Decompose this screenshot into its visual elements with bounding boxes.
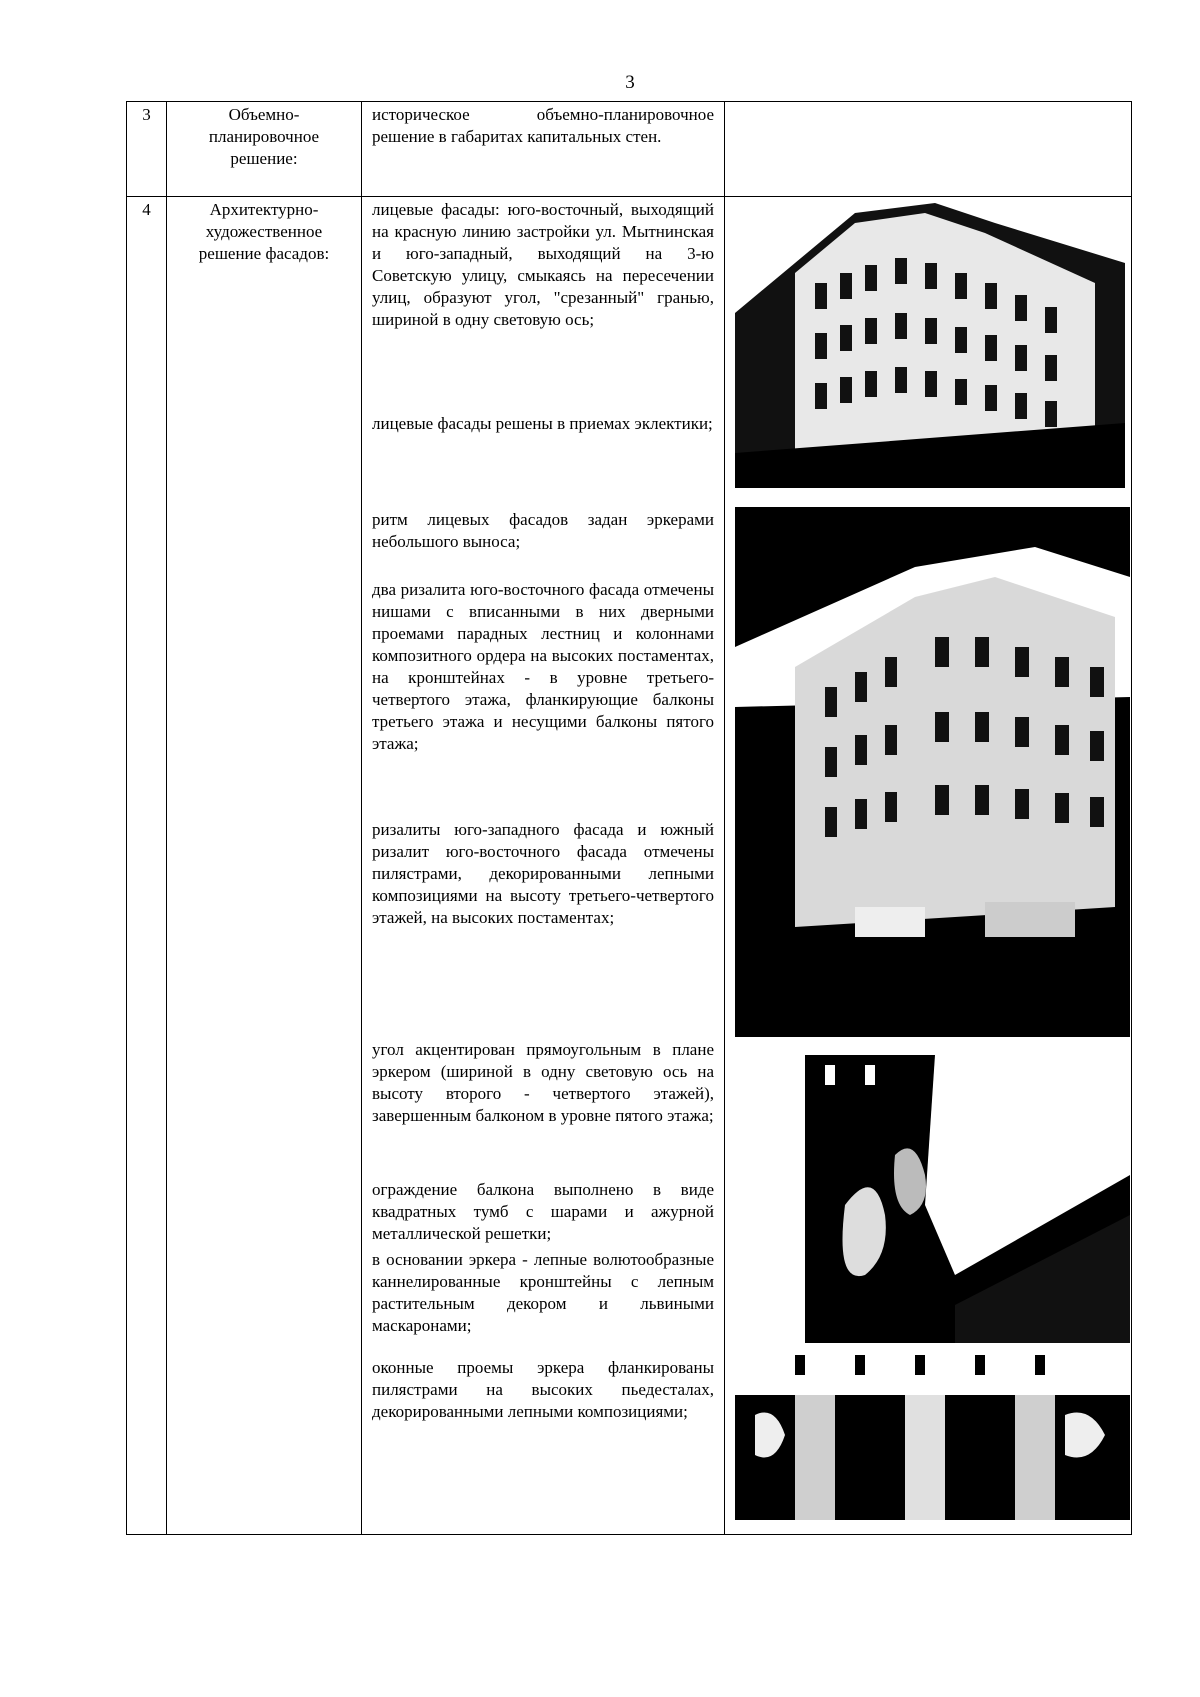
row-number: 4 — [127, 197, 167, 1535]
description-paragraph: оконные проемы эркера фланкированы пилястрами на высоких пьедесталах, декорированными лепными композициями; — [372, 1358, 714, 1421]
description-paragraph: ограждение балкона выполнено в виде квадратных тумб с шарами и ажурной металлической решетки; — [372, 1180, 714, 1243]
row-number: 3 — [127, 102, 167, 197]
page-number: 3 — [625, 72, 635, 93]
row-name: Объемно-планировочное решение: — [167, 102, 362, 197]
bay-window-photo — [805, 1055, 1130, 1343]
description-paragraph: угол акцентирован прямоугольным в плане эркером (шириной в одну световую ось на высоту второго - четвертого этажей), завершенным балконом в уровне пятого этажа; — [372, 1040, 714, 1125]
description-paragraph: лицевые фасады решены в приемах эклектики; — [372, 414, 713, 433]
description-paragraph: ритм лицевых фасадов задан эркерами небольшого выноса; — [372, 510, 714, 551]
building-photo-2 — [735, 507, 1130, 1037]
photo-cell — [725, 102, 1132, 197]
description-paragraph: ризалиты юго-западного фасада и южный ризалит юго-восточного фасада отмечены пилястрами, декорированными лепными композициями на высоту третьего-четвертого этажей, на высоких постаментах; — [372, 820, 714, 927]
table-row — [127, 197, 1132, 1535]
row-description — [362, 102, 725, 197]
row-name: Архитектурно-художественное решение фасадов: — [167, 197, 362, 1535]
window-pilasters-photo — [735, 1355, 1130, 1520]
row-description — [362, 197, 725, 1535]
passport-table — [126, 101, 1132, 1535]
description-paragraph: лицевые фасады: юго-восточный, выходящий на красную линию застройки ул. Мытнинская и юго-западный, выходящий на 3-ю Советскую улицу, смыкаясь на пересечении улиц, образуют угол, "срезанный" гранью, шириной в одну световую ось; — [372, 200, 714, 329]
description-paragraph: два ризалита юго-восточного фасада отмечены нишами с вписанными в них дверными проемами парадных лестниц и колоннами композитного ордера на высоких постаментах, на кронштейнах - в уровне третьего-четвертого этажа, фланкирующие балконы третьего этажа и несущими балконы пятого этажа; — [372, 580, 714, 753]
photo-cell — [725, 197, 1132, 1535]
description-paragraph: историческое объемно-планировочное решение в габаритах капитальных стен. — [372, 105, 714, 146]
description-paragraph: в основании эркера - лепные волютообразные каннелированные кронштейны с лепным растительным декором и львиными маскаронами; — [372, 1250, 714, 1335]
table-row — [127, 102, 1132, 197]
building-photo-1 — [735, 203, 1125, 488]
